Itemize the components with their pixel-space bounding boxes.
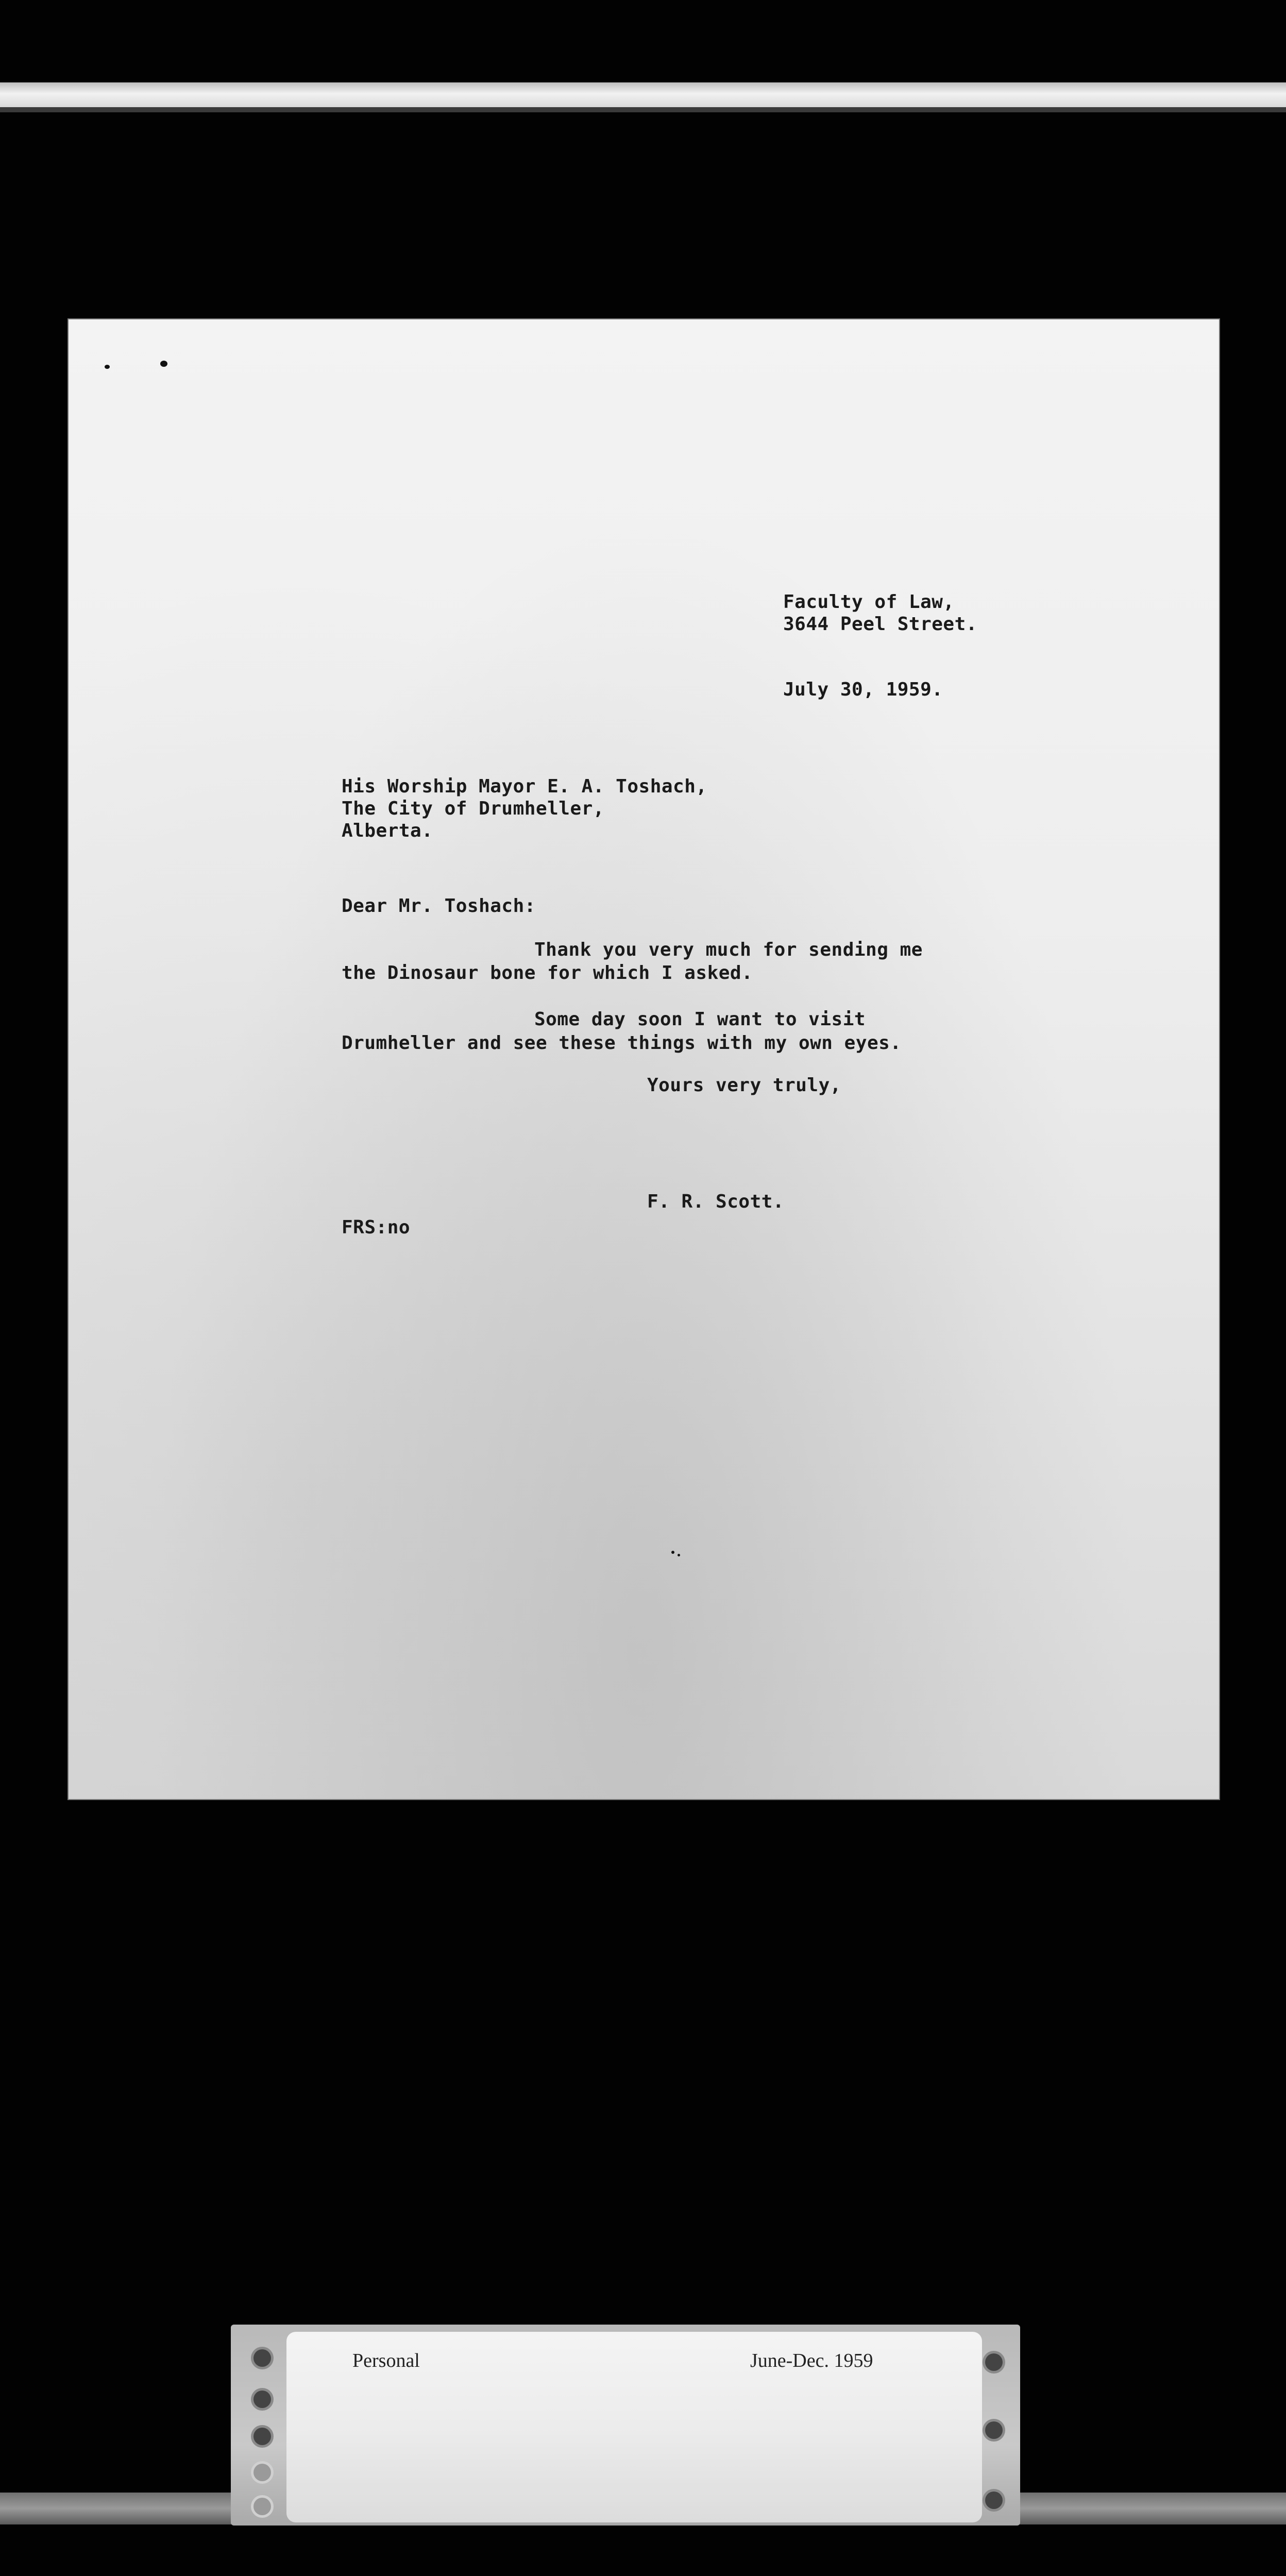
page-speck: [105, 365, 110, 369]
punch-hole: [253, 2391, 271, 2408]
salutation: Dear Mr. Toshach:: [342, 895, 536, 917]
closing: Yours very truly,: [647, 1075, 841, 1096]
typist-initials: FRS:no: [342, 1217, 411, 1238]
punch-hole: [253, 2498, 271, 2515]
film-edge-shadow: [0, 107, 1286, 112]
paragraph-2-line-1: Some day soon I want to visit: [534, 1009, 866, 1030]
punch-hole: [253, 2464, 271, 2481]
recipient-line-2: The City of Drumheller,: [342, 798, 604, 819]
recipient-line-3: Alberta.: [342, 820, 433, 841]
letter-date: July 30, 1959.: [783, 679, 943, 700]
paragraph-1-line-1: Thank you very much for sending me: [534, 939, 923, 960]
folder-tab-label: Personal: [352, 2350, 420, 2371]
paragraph-1-line-2: the Dinosaur bone for which I asked.: [342, 962, 753, 984]
recipient-line-1: His Worship Mayor E. A. Toshach,: [342, 776, 707, 797]
page-speck: [671, 1551, 674, 1554]
punch-hole: [985, 2421, 1003, 2439]
page-speck: [678, 1554, 680, 1556]
letter-page: [67, 318, 1220, 1800]
paragraph-2-line-2: Drumheller and see these things with my own eyes.: [342, 1032, 902, 1054]
punch-hole: [253, 2349, 271, 2367]
return-address-line-2: 3644 Peel Street.: [783, 614, 977, 635]
punch-hole: [985, 2492, 1003, 2509]
film-edge-band: [0, 82, 1286, 107]
return-address-line-1: Faculty of Law,: [783, 591, 955, 613]
signature: F. R. Scott.: [647, 1191, 785, 1212]
folder-tab-date-range: June-Dec. 1959: [750, 2350, 873, 2371]
page-speck: [160, 361, 167, 367]
punch-hole: [985, 2353, 1003, 2371]
punch-hole: [253, 2428, 271, 2445]
